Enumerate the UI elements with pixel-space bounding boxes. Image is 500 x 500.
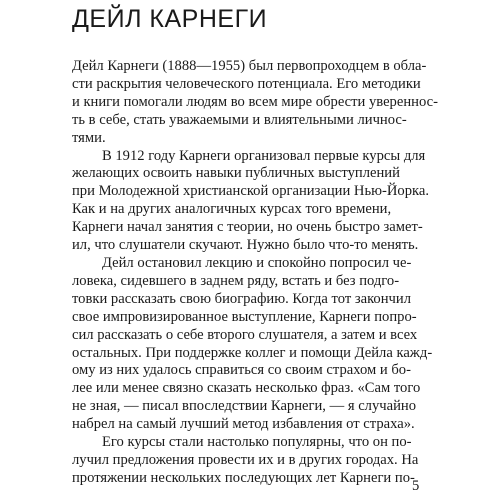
text-line: Дейл Карнеги (1888—1955) был первопроходцем в обла- [72,58,427,74]
body-text [72,58,438,488]
text-line: лее или менее связно сказать несколько фраз. «Сам того [72,380,421,397]
page-number: 5 [412,478,420,494]
text-line: тями. [72,129,106,146]
text-line: Его курсы стали настолько популярны, что он по- [102,434,412,451]
text-line: Как и на других аналогичных курсах того времени, [72,201,392,218]
text-line: желающих освоить навыки публичных выступлений [72,165,400,182]
text-line: ому из них удалось справиться со своим страхом и бо- [72,362,411,379]
text-line: ил, что слушатели скучают. Нужно было что-то менять. [72,237,419,254]
chapter-heading: ДЕЙЛ КАРНЕГИ [72,5,268,33]
text-line: сил рассказать о себе второго слушателя, а затем и всех [72,326,418,343]
text-line: Карнеги начал занятия с теории, но очень быстро замет- [72,219,423,236]
text-line: лучил предложения провести их и в других городах. На [72,451,419,468]
text-line: Дейл остановил лекцию и спокойно попросил че- [102,254,412,271]
text-line: набрел на самый лучший метод избавления от страха». [72,416,415,433]
text-line: и книги помогали людям во всем мире обрести увереннос- [72,93,438,110]
text-line: ловека, сидевшего в заднем ряду, встать и без подго- [72,272,400,289]
text-line: ть в себе, стать уважаемыми и влиятельными личнос- [72,111,407,128]
text-line: остальных. При поддержке коллег и помощи Дейла кажд- [72,344,433,361]
text-line: свое импровизированное выступление, Карнеги попро- [72,308,417,325]
text-line: сти раскрытия человеческого потенциала. Его методики [72,75,421,92]
text-line: при Молодежной христианской организации Нью-Йорка. [72,183,430,200]
text-line: товки рассказать свою биографию. Когда тот закончил [72,290,411,307]
text-line: не зная, — писал впоследствии Карнеги, — я случайно [72,398,416,415]
text-line: В 1912 году Карнеги организовал первые курсы для [102,147,426,164]
text-line: протяжении нескольких последующих лет Карнеги по- [72,469,415,486]
